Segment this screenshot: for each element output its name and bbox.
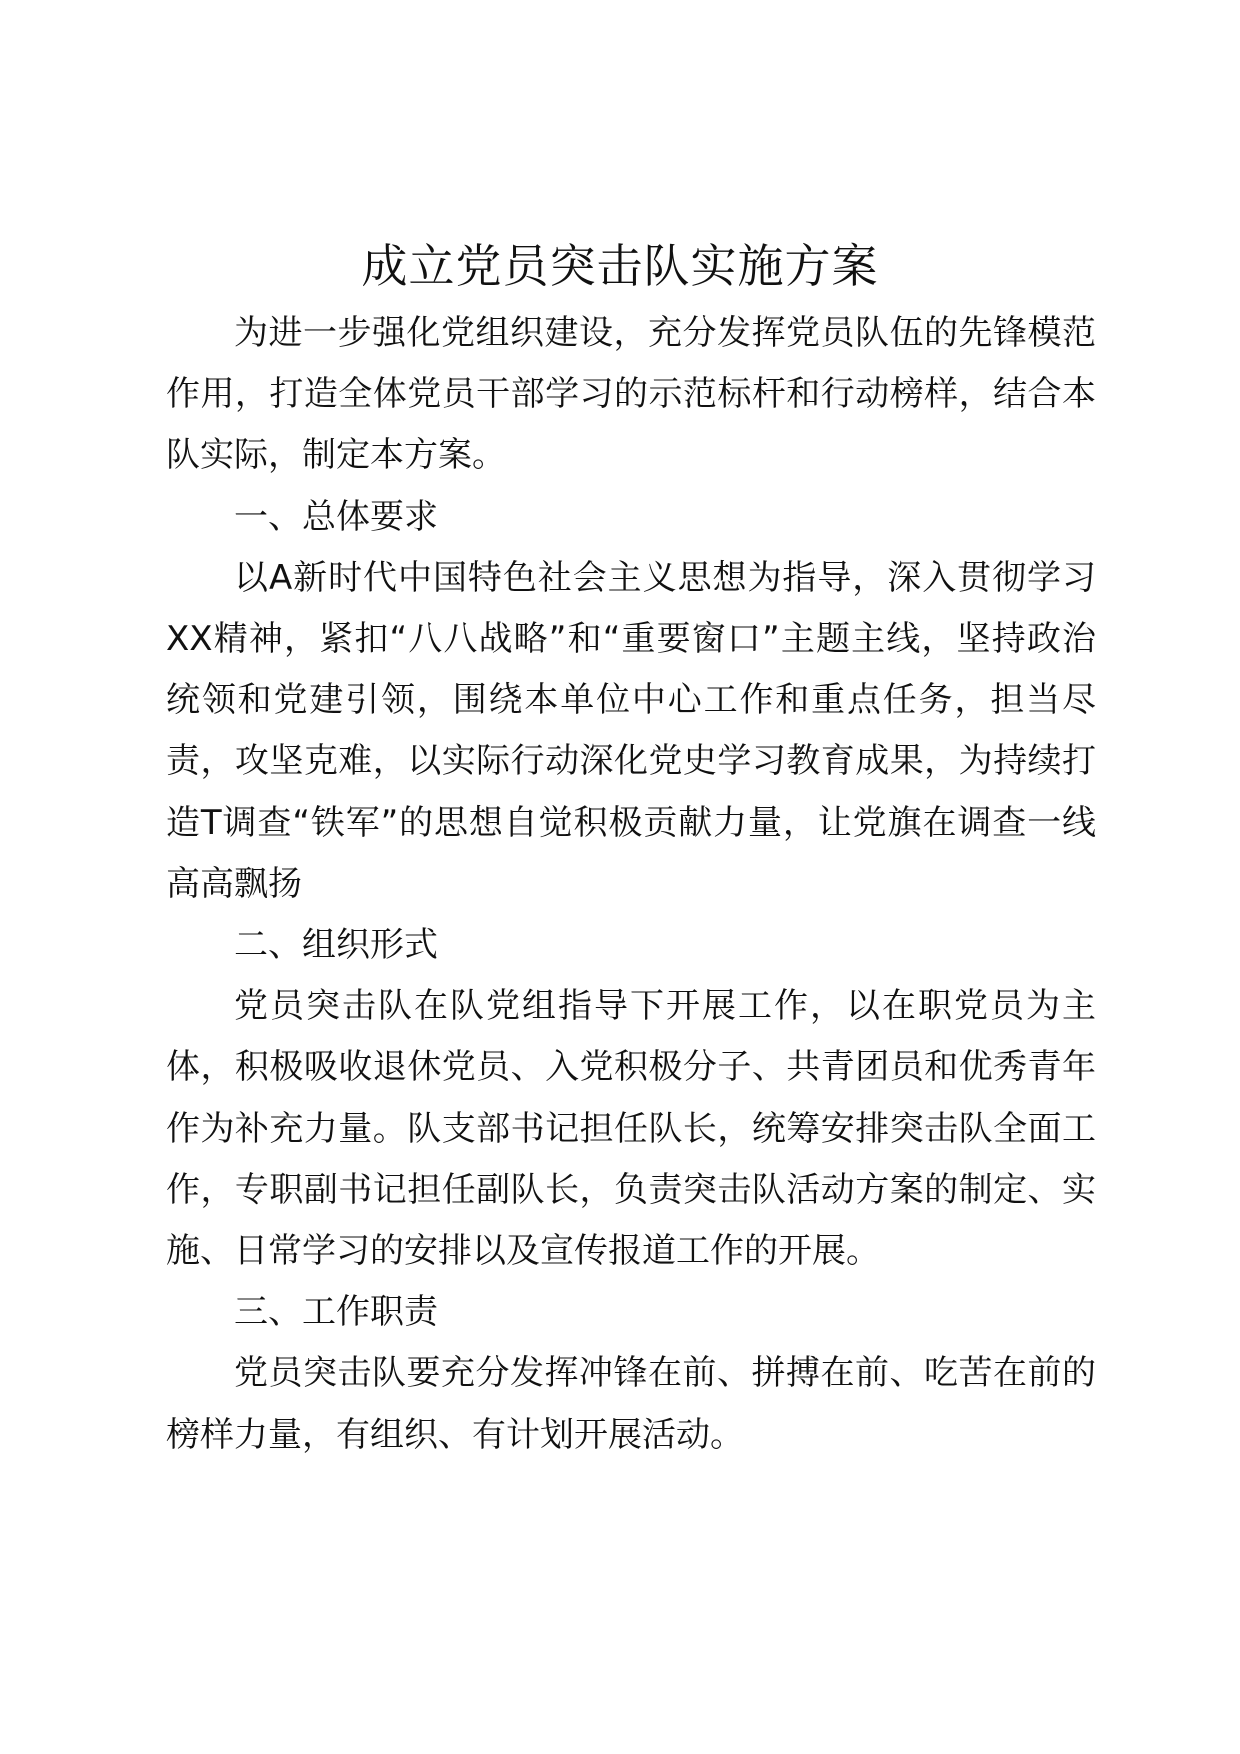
intro-paragraph: 为进一步强化党组织建设，充分发挥党员队伍的先锋模范作用，打造全体党员干部学习的示范标杆和行动榜样，结合本队实际，制定本方案。 (166, 313, 1096, 476)
document-title: 成立党员突击队实施方案 (361, 239, 879, 293)
general-requirements-paragraph: 以A新时代中国特色社会主义思想为指导，深入贯彻学习XX精神，紧扣“八八战略”和“重要窗口”主题主线，坚持政治统领和党建引领，围绕本单位中心工作和重点任务，担当尽责，攻坚克难，以实际行动深化党史学习教育成果，为持续打造T调查“铁军”的思想自觉积极贡献力量，让党旗在调查一线高高飘扬 (166, 557, 1096, 904)
section-heading-duties: 三、工作职责 (234, 1292, 438, 1333)
section-heading-general-requirements: 一、总体要求 (234, 496, 438, 537)
duties-paragraph: 党员突击队要充分发挥冲锋在前、拼搏在前、吃苦在前的榜样力量，有组织、有计划开展活动。 (166, 1353, 1096, 1455)
section-heading-organization-form: 二、组织形式 (234, 925, 438, 966)
document-body (166, 303, 1096, 1466)
organization-form-paragraph: 党员突击队在队党组指导下开展工作，以在职党员为主体，积极吸收退休党员、入党积极分子、共青团员和优秀青年作为补充力量。队支部书记担任队长，统筹安排突击队全面工作，专职副书记担任副队长，负责突击队活动方案的制定、实施、日常学习的安排以及宣传报道工作的开展。 (166, 986, 1096, 1272)
